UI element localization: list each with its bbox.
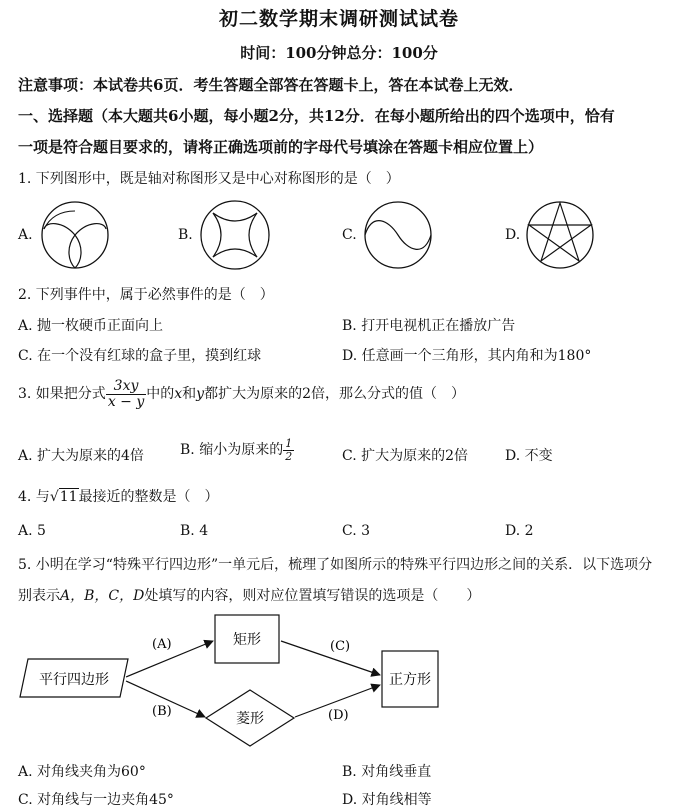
parallelogram-label: 平行四边形: [39, 672, 109, 688]
q4-option-d: D. 2: [505, 523, 534, 539]
q1-label-b: B.: [178, 227, 193, 243]
q5-option-d-partial: D. 对角线相等: [342, 792, 432, 808]
q3-option-b-fraction: [283, 438, 294, 462]
q5-option-c-partial: C. 对角线与一边夹角45°: [18, 792, 174, 808]
q2-stem: 2. 下列事件中，属于必然事件的是（ ）: [18, 287, 274, 303]
q2-option-b: B. 打开电视机正在播放广告: [342, 318, 516, 334]
q1-label-c: C.: [342, 227, 357, 243]
q1-label-a: A.: [18, 227, 33, 243]
q3-stem: [18, 379, 465, 409]
q5-vars: A，B，C，D: [60, 588, 145, 604]
q3-fraction: [106, 379, 146, 409]
q3-var-y: y: [196, 386, 205, 403]
q3-suffix: 都扩大为原来的2倍，那么分式的值（ ）: [204, 386, 465, 403]
q3-mid1: 中的: [146, 386, 175, 403]
page-title: 初二数学期末调研测试试卷: [218, 8, 459, 30]
q3-var-x: x: [174, 386, 183, 403]
q3-prefix: 3. 如果把分式: [18, 386, 106, 403]
section-heading-line1: 一、选择题（本大题共6小题，每小题2分，共12分．在每小题所给出的四个选项中，恰有: [18, 107, 615, 125]
section-heading-line2: 一项是符合题目要求的，请将正确选项前的字母代号填涂在答题卡相应位置上）: [18, 138, 544, 156]
q1-figure-d: [525, 199, 601, 271]
q4-suffix: 最接近的整数是（ ）: [78, 489, 219, 505]
q1-figure-a: [38, 199, 114, 271]
q2-option-d: D. 任意画一个三角形，其内角和为180°: [342, 348, 592, 364]
rhombus-label: 菱形: [236, 711, 264, 727]
q3-option-d: D. 不变: [505, 448, 553, 464]
q3-option-a: A. 扩大为原来的4倍: [18, 448, 144, 464]
q5-option-a: A. 对角线夹角为60°: [18, 764, 146, 780]
q3-mid2: 和: [182, 386, 197, 403]
q5-line2: [18, 585, 480, 605]
q3-option-b: [180, 438, 294, 462]
q3-option-c: C. 扩大为原来的2倍: [342, 448, 469, 464]
square-label: 正方形: [389, 672, 431, 688]
q3-option-b-text: B. 缩小为原来的: [180, 442, 284, 459]
q5-option-b: B. 对角线垂直: [342, 764, 432, 780]
q4-prefix: 4. 与: [18, 489, 50, 505]
q1-label-d: D.: [505, 227, 521, 243]
q5-line2-post: 处填写的内容，则对应位置填写错误的选项是（ ）: [144, 588, 481, 604]
exam-time-score: 时间：100分钟总分：100分: [240, 44, 438, 62]
q4-option-b: B. 4: [180, 523, 209, 539]
rectangle-label: 矩形: [233, 632, 261, 648]
q1-figure-b: [198, 199, 274, 271]
q3-denominator: x − y: [107, 393, 145, 410]
edge-label-d: (D): [328, 708, 349, 723]
edge-label-a: (A): [152, 637, 172, 652]
q3-option-b-den: 2: [285, 449, 293, 463]
q4-option-a: A. 5: [18, 523, 46, 539]
q2-option-c: C. 在一个没有红球的盒子里，摸到红球: [18, 348, 262, 364]
notice: 注意事项：本试卷共6页．考生答题全部答在答题卡上，答在本试卷上无效．: [18, 76, 524, 94]
q5-line1: 5. 小明在学习“特殊平行四边形”一单元后，梳理了如图所示的特殊平行四边形之间的关系．以下选项分: [18, 557, 653, 573]
q1-figure-c: [362, 199, 438, 271]
q3-option-b-num: 1: [285, 437, 293, 450]
q1-stem: 1. 下列图形中，既是轴对称图形又是中心对称图形的是（ ）: [18, 171, 400, 187]
edge-label-c: (C): [330, 639, 351, 654]
q2-option-a: A. 抛一枚硬币正面向上: [18, 318, 164, 334]
q5-line2-pre: 别表示: [18, 588, 60, 604]
q4-sqrt: √11: [49, 489, 78, 505]
q3-numerator: 3xy: [106, 379, 146, 395]
q4-stem: [18, 486, 219, 506]
quadrilateral-relationship-diagram: [0, 605, 678, 755]
edge-label-b: (B): [152, 704, 172, 719]
q4-radicand: 11: [59, 489, 78, 505]
q4-option-c: C. 3: [342, 523, 371, 539]
